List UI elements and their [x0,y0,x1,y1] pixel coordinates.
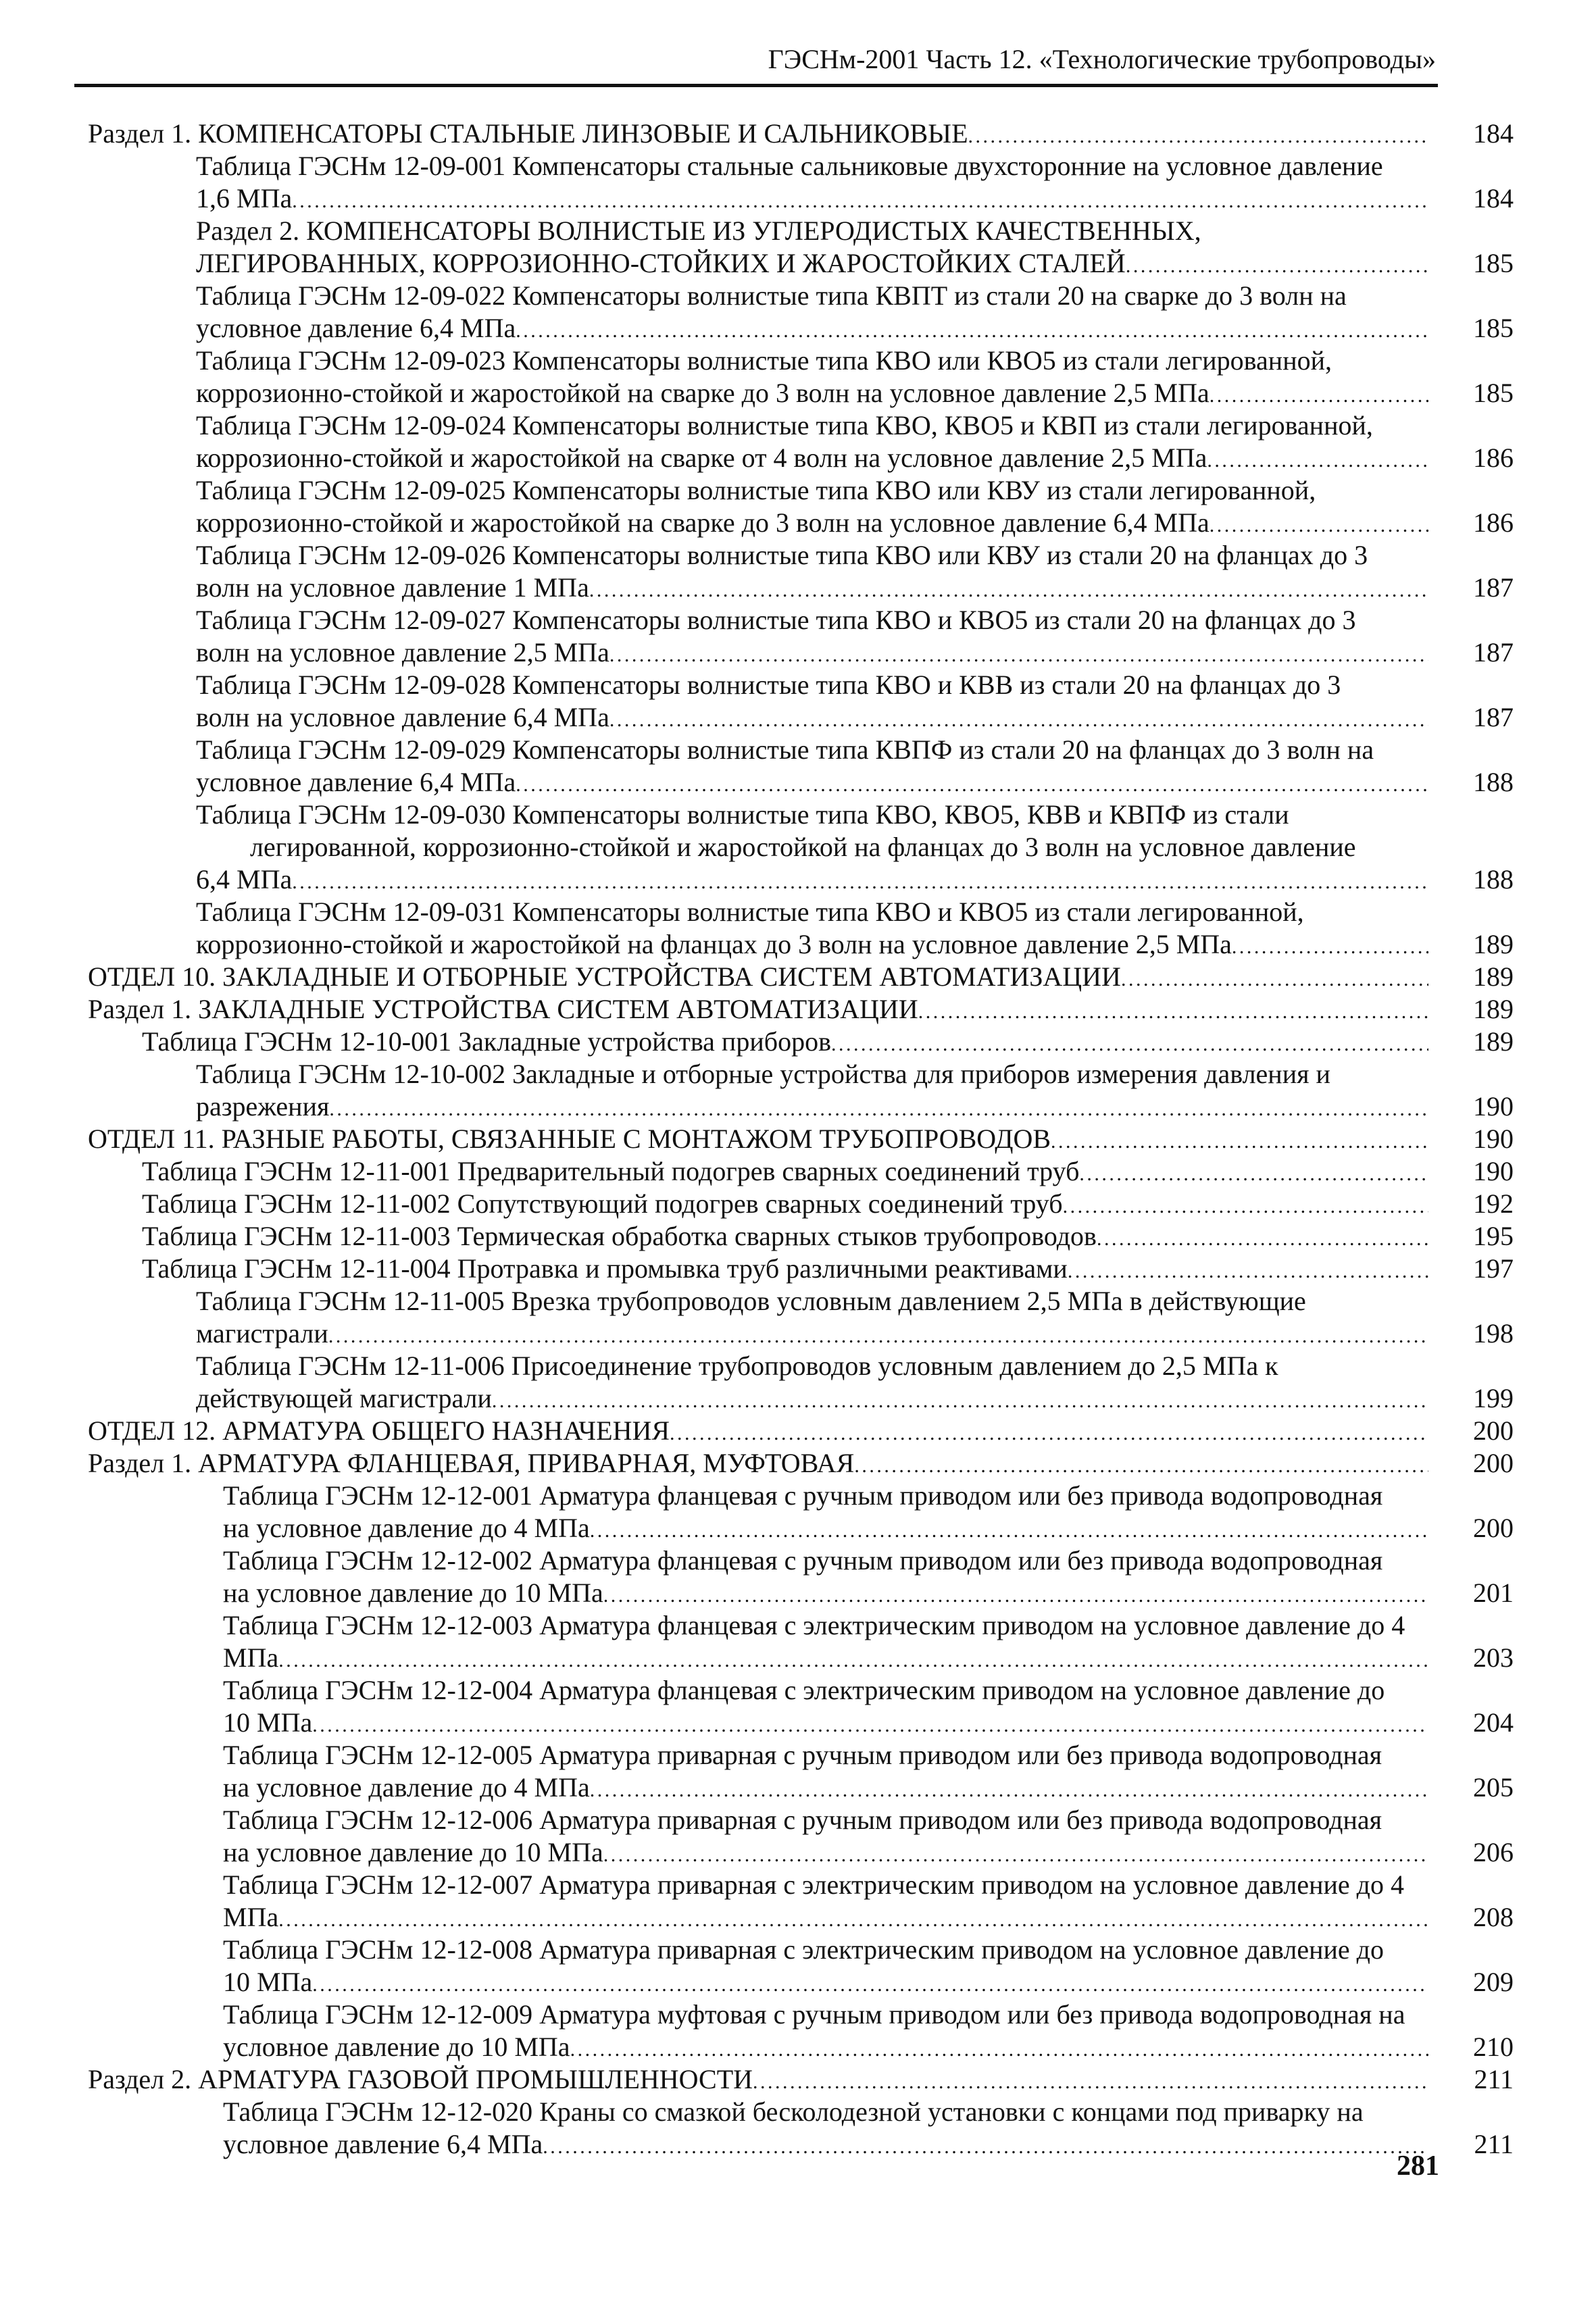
toc-entry [142,1026,1596,1058]
toc-entry [142,539,1596,604]
toc-entry [142,1058,1596,1123]
toc-page-number: 188 [1473,767,1514,797]
leader-dots [609,701,1428,734]
toc-entry [142,1609,1596,1674]
toc-entry-line: Таблица ГЭСНм 12-09-031 Компенсаторы волнистые типа КВО и КВО5 из стали легированной, [196,897,1304,927]
toc-entry-text [142,280,1596,312]
toc-page-number: 189 [1473,1026,1514,1057]
toc-entry-line: Таблица ГЭСНм 12-10-001 Закладные устройства приборов [142,1026,831,1057]
toc-entry-last-line [196,928,1428,961]
toc-entry-text [142,799,1596,863]
toc-entry-last-line [223,1577,1428,1609]
toc-entry-line: коррозионно-стойкой и жаростойкой на сварке до 3 волн на условное давление 6,4 МПа [196,507,1210,538]
toc-page-number: 185 [1473,378,1514,408]
toc-entry-last-line [196,377,1428,409]
toc-entry-text [142,409,1596,442]
toc-page-number: 190 [1473,1091,1514,1122]
toc-entry-line: на условное давление до 4 МПа [223,1513,590,1543]
header-rule [74,84,1438,87]
toc-entry-line: Таблица ГЭСНм 12-12-007 Арматура приварная с электрическим приводом на условное давление до 4 [223,1869,1405,1900]
toc-entry [142,1253,1596,1285]
leader-dots [1210,377,1428,409]
toc-entry-line: Раздел 1. АРМАТУРА ФЛАНЦЕВАЯ, ПРИВАРНАЯ, МУФТОВАЯ [88,1448,855,1478]
toc-entry-last-line [142,1188,1428,1220]
leader-dots [603,1836,1428,1869]
table-of-contents [0,118,1596,2161]
toc-entry-text [142,1869,1596,1901]
toc-entry-line: Таблица ГЭСНм 12-12-020 Краны со смазкой бесколодезной установки с концами под приварку на [223,2096,1364,2127]
toc-entry-line: Таблица ГЭСНм 12-11-003 Термическая обработка сварных стыков трубопроводов [142,1221,1097,1251]
leader-dots [1232,928,1428,961]
toc-entry-last-line [223,1707,1428,1739]
toc-page-number: 197 [1473,1253,1514,1284]
leader-dots [1210,507,1428,539]
toc-page-number: 204 [1473,1707,1514,1738]
toc-page-number: 186 [1473,507,1514,538]
toc-entry [142,1188,1596,1220]
toc-entry [142,1155,1596,1188]
toc-entry-line: ОТДЕЛ 12. АРМАТУРА ОБЩЕГО НАЗНАЧЕНИЯ [88,1415,670,1446]
toc-entry-last-line [142,1155,1428,1188]
toc-entry-last-line [223,1966,1428,1998]
toc-entry-text [142,1544,1596,1577]
toc-entry [142,1220,1596,1253]
leader-dots [570,2031,1428,2063]
leader-dots [312,1707,1428,1739]
toc-entry [142,1674,1596,1739]
leader-dots [329,1090,1428,1123]
toc-page-number: 187 [1473,572,1514,603]
toc-entry-last-line [223,1771,1428,1804]
toc-entry-text [142,604,1596,636]
toc-entry-line: Раздел 2. АРМАТУРА ГАЗОВОЙ ПРОМЫШЛЕННОСТИ [88,2064,753,2094]
leader-dots [670,1415,1428,1447]
toc-page-number: 186 [1473,443,1514,473]
toc-entry-line: условное давление 6,4 МПа [196,767,516,797]
toc-entry-text [142,474,1596,507]
leader-dots [292,863,1428,896]
page-number: 281 [1397,2150,1439,2182]
toc-entry-line: Таблица ГЭСНм 12-09-025 Компенсаторы волнистые типа КВО или КВУ из стали легированной, [196,475,1316,505]
toc-page-number: 200 [1473,1415,1514,1446]
toc-entry-last-line [88,1123,1428,1155]
toc-entry-line: Таблица ГЭСНм 12-09-024 Компенсаторы волнистые типа КВО, КВО5 и КВП из стали легированной, [196,410,1373,441]
leader-dots [968,118,1429,150]
toc-entry-last-line [196,572,1428,604]
toc-entry-line: коррозионно-стойкой и жаростойкой на фланцах до 3 волн на условное давление 2,5 МПа [196,929,1232,959]
leader-dots [516,312,1428,345]
toc-page-number: 190 [1473,1156,1514,1186]
toc-page-number: 199 [1473,1383,1514,1413]
toc-entry-line: Таблица ГЭСНм 12-12-005 Арматура приварная с ручным приводом или без привода водопроводная [223,1740,1382,1770]
toc-entry [88,1415,1596,1447]
toc-entry-line: Таблица ГЭСНм 12-12-003 Арматура фланцевая с электрическим приводом на условное давление до 4 [223,1610,1405,1640]
toc-entry-text [142,1285,1596,1317]
toc-entry-last-line [223,1836,1428,1869]
toc-page-number: 205 [1473,1772,1514,1803]
toc-entry [142,734,1596,799]
toc-entry-last-line [196,1317,1428,1350]
leader-dots [609,636,1428,669]
toc-entry-text [142,669,1596,701]
toc-entry [142,669,1596,734]
toc-entry-line: Таблица ГЭСНм 12-12-006 Арматура приварная с ручным приводом или без привода водопроводная [223,1805,1382,1835]
leader-dots [1063,1188,1428,1220]
toc-entry-last-line [223,1512,1428,1544]
toc-entry-last-line [88,118,1428,150]
toc-entry-text [142,1934,1596,1966]
toc-entry-text [142,896,1596,928]
toc-entry-line: МПа [223,1902,279,1932]
toc-entry-last-line [196,636,1428,669]
toc-page-number: 187 [1473,702,1514,732]
leader-dots [831,1026,1428,1058]
toc-entry [88,118,1596,150]
toc-entry [142,150,1596,215]
leader-dots [1126,247,1428,280]
toc-entry-text [142,345,1596,377]
toc-entry-line: Таблица ГЭСНм 12-09-001 Компенсаторы стальные сальниковые двухсторонние на условное давление [196,151,1383,181]
toc-entry [142,345,1596,409]
toc-page-number: 208 [1473,1902,1514,1932]
toc-page-number: 206 [1473,1837,1514,1867]
toc-entry-text [88,215,1596,247]
toc-entry [88,993,1596,1026]
toc-entry-line: коррозионно-стойкой и жаростойкой на сварке от 4 волн на условное давление 2,5 МПа [196,443,1207,473]
toc-entry-text [142,1609,1596,1642]
toc-entry-line: волн на условное давление 6,4 МПа [196,702,609,732]
toc-entry [88,961,1596,993]
toc-entry-last-line [223,1642,1428,1674]
toc-entry [142,604,1596,669]
toc-entry [142,896,1596,961]
toc-page-number: 187 [1473,637,1514,668]
toc-entry [142,1869,1596,1934]
leader-dots [1068,1253,1428,1285]
leader-dots [1097,1220,1428,1253]
toc-entry [88,2063,1596,2096]
toc-entry-text [142,1058,1596,1090]
toc-entry [88,1447,1596,1480]
toc-entry-text [142,539,1596,572]
toc-page-number: 201 [1473,1578,1514,1608]
leader-dots [516,766,1428,799]
toc-entry-last-line [196,766,1428,799]
toc-entry-line: Таблица ГЭСНм 12-09-027 Компенсаторы волнистые типа КВО и КВО5 из стали 20 на фланцах до 3 [196,605,1356,635]
toc-entry-last-line [196,863,1428,896]
leader-dots [589,572,1428,604]
toc-entry [142,409,1596,474]
toc-entry-text [142,150,1596,182]
toc-entry-text [142,2096,1596,2128]
toc-entry [142,799,1596,896]
leader-dots [918,993,1428,1026]
leader-dots [1207,442,1428,474]
toc-entry [142,280,1596,345]
toc-entry-line: магистрали [196,1318,328,1349]
toc-entry [88,1123,1596,1155]
toc-entry-line: 10 МПа [223,1707,313,1738]
toc-entry-line: волн на условное давление 2,5 МПа [196,637,609,668]
toc-entry-last-line [196,1090,1428,1123]
toc-page-number: 185 [1473,248,1514,278]
toc-entry [142,1285,1596,1350]
toc-entry-line: Таблица ГЭСНм 12-12-002 Арматура фланцевая с ручным приводом или без привода водопроводная [223,1545,1383,1576]
toc-entry-last-line [196,701,1428,734]
toc-entry-line: Раздел 1. КОМПЕНСАТОРЫ СТАЛЬНЫЕ ЛИНЗОВЫЕ И САЛЬНИКОВЫЕ [88,118,968,149]
toc-entry-line: 6,4 МПа [196,864,293,895]
toc-entry-last-line [88,1447,1428,1480]
toc-page-number: 185 [1473,313,1514,343]
toc-page-number: 192 [1473,1188,1514,1219]
toc-entry-line: условное давление до 10 МПа [223,2032,570,2062]
leader-dots [328,1317,1428,1350]
toc-entry-last-line [88,1415,1428,1447]
toc-page-number: 210 [1473,2032,1514,2062]
toc-entry-line: Таблица ГЭСНм 12-09-023 Компенсаторы волнистые типа КВО или КВО5 из стали легированной, [196,345,1332,376]
toc-entry-text [142,1998,1596,2031]
toc-page-number: 189 [1473,994,1514,1024]
toc-entry-last-line [196,1382,1428,1415]
toc-entry-line: волн на условное давление 1 МПа [196,572,589,603]
toc-entry [142,1350,1596,1415]
toc-entry-line: ОТДЕЛ 10. ЗАКЛАДНЫЕ И ОТБОРНЫЕ УСТРОЙСТВА СИСТЕМ АВТОМАТИЗАЦИИ [88,961,1121,992]
toc-entry-last-line [223,2031,1428,2063]
toc-entry-line: коррозионно-стойкой и жаростойкой на сварке до 3 волн на условное давление 2,5 МПа [196,378,1210,408]
toc-entry-last-line [196,247,1428,280]
toc-entry-line: Раздел 1. ЗАКЛАДНЫЕ УСТРОЙСТВА СИСТЕМ АВТОМАТИЗАЦИИ [88,994,918,1024]
toc-entry-last-line [196,312,1428,345]
leader-dots [603,1577,1428,1609]
toc-entry-line: на условное давление до 10 МПа [223,1578,603,1608]
toc-entry-text [142,1674,1596,1707]
leader-dots [753,2063,1428,2096]
toc-entry [142,1544,1596,1609]
toc-page-number: 189 [1473,961,1514,992]
toc-page-number: 211 [1474,2064,1514,2094]
toc-entry-line: Таблица ГЭСНм 12-09-022 Компенсаторы волнистые типа КВПТ из стали 20 на сварке до 3 волн на [196,280,1347,311]
toc-entry-line: условное давление 6,4 МПа [196,313,516,343]
toc-entry-last-line [223,2128,1428,2161]
leader-dots [492,1382,1428,1415]
toc-entry-line: ОТДЕЛ 11. РАЗНЫЕ РАБОТЫ, СВЯЗАННЫЕ С МОНТАЖОМ ТРУБОПРОВОДОВ [88,1124,1051,1154]
toc-entry-line: легированной, коррозионно-стойкой и жаростойкой на фланцах до 3 волн на условное давление [250,832,1356,862]
toc-entry [142,1804,1596,1869]
toc-entry-line: Таблица ГЭСНм 12-12-004 Арматура фланцевая с электрическим приводом на условное давление до [223,1675,1385,1705]
toc-entry-line: Таблица ГЭСНм 12-09-030 Компенсаторы волнистые типа КВО, КВО5, КВВ и КВПФ из стали [196,799,1289,830]
toc-entry-line: на условное давление до 4 МПа [223,1772,590,1803]
toc-entry-last-line [196,442,1428,474]
leader-dots [543,2128,1428,2161]
leader-dots [292,182,1428,215]
toc-entry-text [142,1350,1596,1382]
toc-entry-text [142,1804,1596,1836]
toc-entry-last-line [142,1220,1428,1253]
leader-dots [312,1966,1428,1998]
toc-page-number: 189 [1473,929,1514,959]
toc-entry-last-line [88,961,1428,993]
toc-page-number: 209 [1473,1967,1514,1997]
toc-page-number: 184 [1473,118,1514,149]
leader-dots [1121,961,1428,993]
toc-entry-text [142,1739,1596,1771]
leader-dots [278,1642,1428,1674]
toc-entry-last-line [142,1253,1428,1285]
leader-dots [590,1512,1428,1544]
toc-page-number: 184 [1473,183,1514,213]
running-header: ГЭСНм-2001 Часть 12. «Технологические трубопроводы» [768,44,1436,74]
toc-entry-last-line [142,1026,1428,1058]
toc-entry-line: Таблица ГЭСНм 12-09-028 Компенсаторы волнистые типа КВО и КВВ из стали 20 на фланцах до 3 [196,670,1341,700]
toc-page-number: 211 [1474,2129,1514,2159]
toc-entry-line: на условное давление до 10 МПа [223,1837,603,1867]
toc-entry-line: ЛЕГИРОВАННЫХ, КОРРОЗИОННО-СТОЙКИХ И ЖАРОСТОЙКИХ СТАЛЕЙ [196,248,1126,278]
toc-entry [88,215,1596,280]
leader-dots [1079,1155,1428,1188]
toc-entry [142,474,1596,539]
toc-entry-line: Таблица ГЭСНм 12-11-005 Врезка трубопроводов условным давлением 2,5 МПа в действующие [196,1286,1306,1316]
toc-entry-line: Таблица ГЭСНм 12-11-006 Присоединение трубопроводов условным давлением до 2,5 МПа к [196,1351,1278,1381]
toc-page-number: 203 [1473,1642,1514,1673]
leader-dots [590,1771,1428,1804]
toc-entry-text [142,734,1596,766]
toc-entry-line: 10 МПа [223,1967,313,1997]
toc-entry-line: Таблица ГЭСНм 12-11-004 Протравка и промывка труб различными реактивами [142,1253,1068,1284]
leader-dots [1051,1123,1428,1155]
leader-dots [854,1447,1428,1480]
leader-dots [278,1901,1428,1934]
toc-entry [142,1998,1596,2063]
toc-entry-text [142,1480,1596,1512]
toc-entry-line: МПа [223,1642,279,1673]
toc-page-number: 200 [1473,1513,1514,1543]
toc-entry-line: Таблица ГЭСНм 12-10-002 Закладные и отборные устройства для приборов измерения давления и [196,1059,1330,1089]
toc-entry-line: Таблица ГЭСНм 12-11-002 Сопутствующий подогрев сварных соединений труб [142,1188,1063,1219]
toc-page-number: 195 [1473,1221,1514,1251]
toc-entry-line: 1,6 МПа [196,183,293,213]
toc-entry-line: Раздел 2. КОМПЕНСАТОРЫ ВОЛНИСТЫЕ ИЗ УГЛЕРОДИСТЫХ КАЧЕСТВЕННЫХ, [196,216,1201,246]
toc-page-number: 188 [1473,864,1514,895]
toc-entry-line: Таблица ГЭСНм 12-11-001 Предварительный подогрев сварных соединений труб [142,1156,1080,1186]
toc-page-number: 198 [1473,1318,1514,1349]
toc-page-number: 190 [1473,1124,1514,1154]
toc-entry-line: Таблица ГЭСНм 12-09-026 Компенсаторы волнистые типа КВО или КВУ из стали 20 на фланцах до 3 [196,540,1368,570]
toc-entry-line: Таблица ГЭСНм 12-12-008 Арматура приварная с электрическим приводом на условное давление до [223,1934,1385,1965]
toc-entry [142,1480,1596,1544]
toc-entry-last-line [88,993,1428,1026]
toc-entry-line: условное давление 6,4 МПа [223,2129,543,2159]
toc-entry [142,1739,1596,1804]
toc-entry-last-line [196,507,1428,539]
toc-entry-last-line [88,2063,1428,2096]
toc-page-number: 200 [1473,1448,1514,1478]
toc-entry-line: действующей магистрали [196,1383,492,1413]
toc-entry-line: разрежения [196,1091,330,1122]
toc-entry-line: Таблица ГЭСНм 12-12-009 Арматура муфтовая с ручным приводом или без привода водопроводная на [223,1999,1405,2030]
toc-entry-line: Таблица ГЭСНм 12-12-001 Арматура фланцевая с ручным приводом или без привода водопроводная [223,1480,1383,1511]
toc-entry-last-line [223,1901,1428,1934]
toc-entry-last-line [196,182,1428,215]
toc-entry [142,1934,1596,1998]
toc-entry-line: Таблица ГЭСНм 12-09-029 Компенсаторы волнистые типа КВПФ из стали 20 на фланцах до 3 волн на [196,734,1374,765]
